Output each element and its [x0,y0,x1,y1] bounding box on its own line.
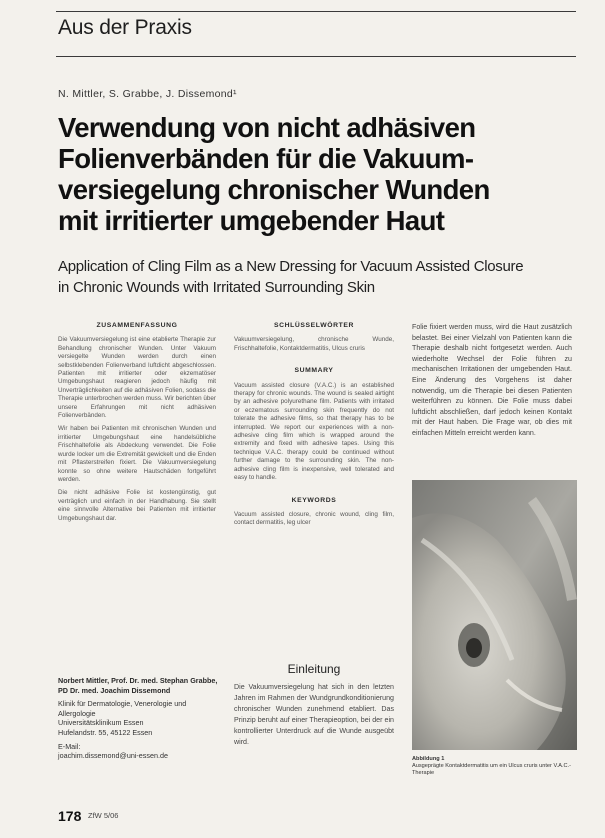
affiliation-names: Norbert Mittler, Prof. Dr. med. Stephan Grabbe, PD Dr. med. Joachim Dissemond [58,676,218,695]
affiliation-address: Hufelandstr. 55, 45122 Essen [58,727,153,737]
subtitle-line: in Chronic Wounds with Irritated Surrounding Skin [58,279,375,296]
abstract-paragraph: Die nicht adhäsive Folie ist kostengünstig, gut verträglich und einfach in der Handhabung. Sie stellt eine sinnvolle Alternative bei Patienten mit irritierter Umgebungshaut dar. [58,489,216,522]
journal-name: ZfW 5/06 [88,811,119,820]
title-line: Verwendung von nicht adhäsiven [58,112,476,143]
affiliation-department: Klinik für Dermatologie, Venerologie und Allergologie [58,699,187,718]
affiliation-institution: Universitätsklinikum Essen [58,718,144,728]
zusammenfassung-heading: ZUSAMMENFASSUNG [96,322,178,329]
schluesselwoerter-heading: SCHLÜSSELWÖRTER [274,322,354,329]
title-line: mit irritierter umgebender Haut [58,205,445,236]
author-affiliation [58,676,218,761]
title-line: Folienverbänden für die Vakuum- [58,143,474,174]
abstract-german [58,322,216,528]
schluesselwoerter-text: Vakuumversiegelung, chronische Wunde, Frischhaltefolie, Kontaktdermatitis, Ulcus cruris [234,336,394,352]
figure-caption [412,756,577,777]
body-text-right [412,322,572,444]
article-title [58,112,568,236]
figure-label: Abbildung 1 [412,756,445,762]
article-subtitle [58,256,578,298]
body-paragraph: Folie fixiert werden muss, wird die Haut zusätzlich belastet. Bei einer Vielzahl von Patienten kann die Therapie deshalb nicht fortgesetzt werden. Auch wiederholte Wechsel der Folie führen zu mechanischen Irritationen der umgebenden Haut. Eine Änderung des Vorgehens ist daher notwendig, um die Therapie bei diesen Patienten weiterführen zu können. Die Folie muss dabei luftdicht abschließen, darf jedoch keinen Kontakt mit der Haut haben. Die Frage war, ob dies mit einfachen Mitteln erreicht werden kann. [412,323,572,437]
summary-heading: SUMMARY [294,367,334,375]
title-line: versiegelung chronischer Wunden [58,174,490,205]
page-number: 178 [58,808,82,824]
einleitung-text: Die Vakuumversiegelung hat sich in den letzten Jahren im Rahmen der Wundgrundkonditionierung chronischer Wunden zunehmend etabliert. Das Prinzip beruht auf einer Therapieoption, bei der ein kontrollierter Unterdruck auf die Wunde ausgeübt wird. [234,683,394,746]
subtitle-line: Application of Cling Film as a New Dressing for Vacuum Assisted Closure [58,258,524,275]
top-rule [56,11,576,12]
figure-caption-text: Ausgeprägte Kontaktdermatitis um ein Ulcus cruris unter V.A.C.-Therapie [412,763,571,776]
affiliation-email-label: E-Mail: [58,741,81,751]
wound-photo [412,480,577,750]
section-rule [56,56,576,57]
abstract-english [234,322,394,533]
keywords-heading: KEYWORDS [291,496,337,504]
affiliation-email[interactable]: joachim.dissemond@uni-essen.de [58,751,168,761]
abstract-paragraph: Die Vakuumversiegelung ist eine etablierte Therapie zur Behandlung chronischer Wunden. Unter Vakuum versiegelte Wunden werden durch einen selbstklebenden Folienverband luftdicht abgeschlossen. Patienten mit irritierter oder ekzematöser Umgebungshaut reagieren jedoch häufig mit Unverträglichkeiten auf die adhäsiven Folien, sodass die Therapie unterbrochen werden muss. Wir berichten über unsere Erfahrungen mit nicht adhäsiven Folienverbänden. [58,336,216,420]
wound-photo-graphic [412,480,577,750]
page-footer [58,808,119,824]
einleitung-heading: Einleitung [287,662,341,676]
section-label: Aus der Praxis [58,16,192,39]
abstract-paragraph: Wir haben bei Patienten mit chronischen Wunden und irritierter Umgebungshaut eine handelsübliche Frischhaltefolie als Abdeckung verwendet. Die Folie wurde locker um die Extremität gewickelt und die Enden mit Pflasterstreifen fixiert. Die Vakuumversiegelung konnte so ohne weitere Hautschäden fortgeführt werden. [58,425,216,483]
summary-text: Vacuum assisted closure (V.A.C.) is an established therapy for chronic wounds. The wound is sealed airtight by an adhesive polyurethane film. Patients with irritated or eczematous surrounding skin frequently do not tolerate the adhesive films, so that therapy has to be interrupted. We report our experiences with a non-adhesive cling film which is wrapped around the extremity and fixed with adhesive tapes. Using this technique V.A.C. therapy could be continued without further damage to the surrounding skin. The non-adhesive cling film is inexpensive, well tolerated and easy to handle. [234,381,394,482]
author-list: N. Mittler, S. Grabbe, J. Dissemond¹ [58,88,237,100]
keywords-text: Vacuum assisted closure, chronic wound, cling film, contact dermatitis, leg ulcer [234,510,394,527]
